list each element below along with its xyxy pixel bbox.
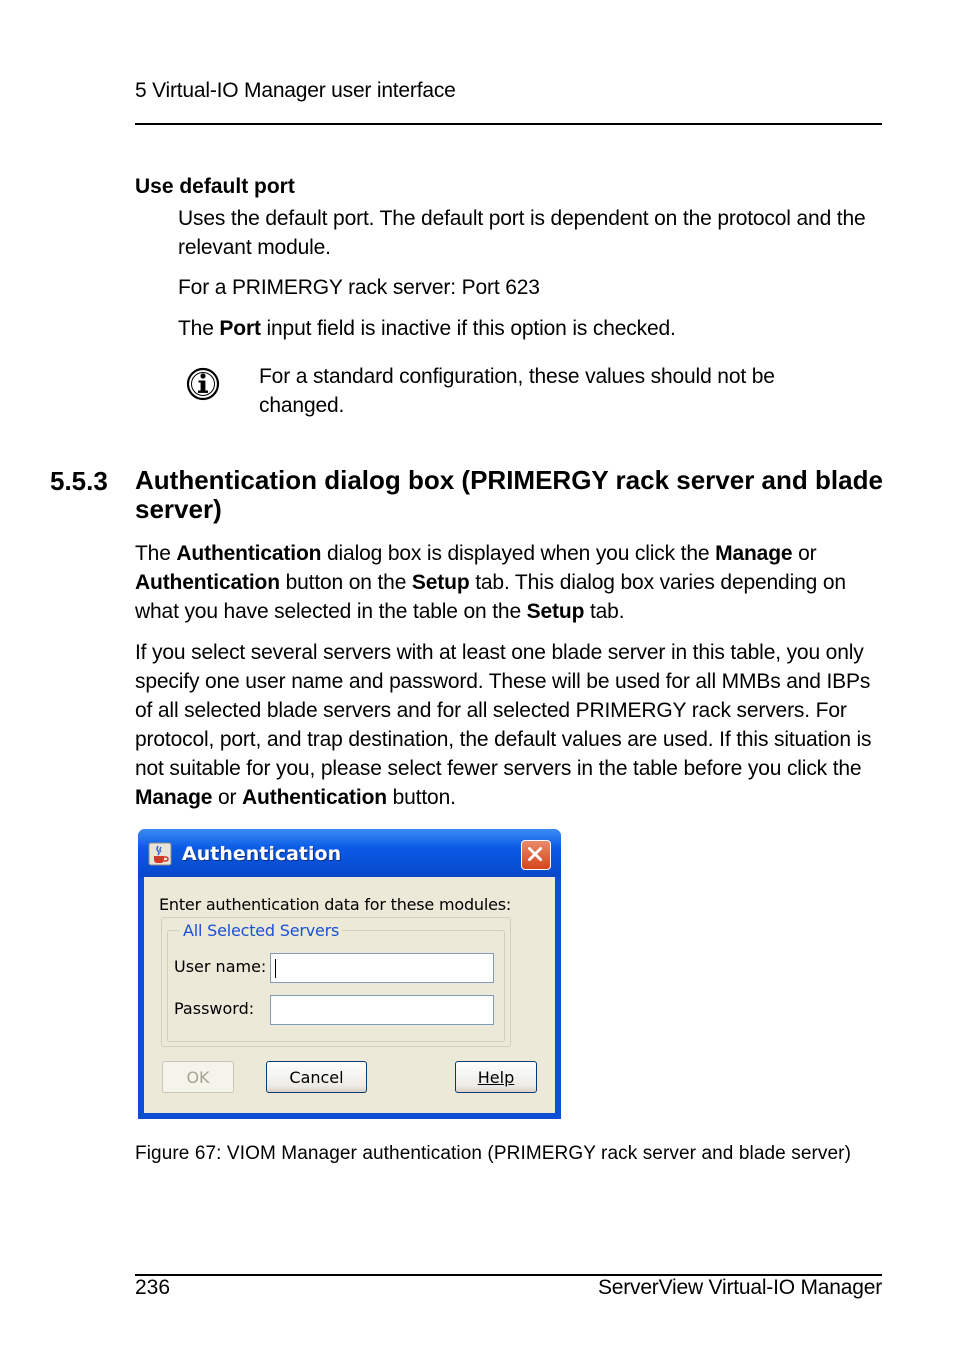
ok-button[interactable]: OK — [162, 1061, 234, 1093]
info-icon — [185, 366, 221, 402]
password-label: Password: — [174, 999, 255, 1018]
username-label: User name: — [174, 957, 267, 976]
dialog-body — [144, 877, 555, 1113]
paragraph-1: The Authentication dialog box is displayed when you click the Manage or Authentication button on the Setup tab. This dialog box varies depending on what you have selected in the table on the Setup tab. — [135, 542, 846, 623]
servers-group — [161, 917, 511, 1047]
password-input[interactable] — [270, 995, 494, 1025]
username-input[interactable] — [270, 953, 494, 983]
footer-product: ServerView Virtual-IO Manager — [597, 1276, 882, 1299]
header-rule — [135, 123, 882, 125]
page-number: 236 — [135, 1276, 171, 1299]
note-text: For a standard configuration, these values should not be changed. — [259, 365, 775, 417]
help-button[interactable]: Help — [455, 1061, 537, 1093]
group-label: All Selected Servers — [180, 921, 342, 940]
dialog-prompt: Enter authentication data for these modules: — [159, 895, 512, 914]
section-title: Authentication dialog box (PRIMERGY rack server and blade server) — [135, 465, 883, 524]
definition-paragraph-1: Uses the default port. The default port is dependent on the protocol and the relevant module. — [178, 207, 866, 259]
close-icon — [522, 841, 550, 869]
definition-paragraph-3: The Port input field is inactive if this option is checked. — [178, 317, 676, 340]
figure-caption: Figure 67: VIOM Manager authentication (PRIMERGY rack server and blade server) — [135, 1143, 852, 1164]
section-number: 5.5.3 — [50, 466, 108, 496]
java-cup-icon — [148, 842, 172, 866]
text-caret — [275, 959, 276, 978]
authentication-dialog — [138, 829, 561, 1119]
dialog-titlebar[interactable] — [138, 829, 561, 877]
servers-group-frame — [167, 921, 505, 1042]
definition-term: Use default port — [135, 175, 295, 198]
paragraph-2: If you select several servers with at least one blade server in this table, you only specify one user name and password. These will be used for all MMBs and IBPs of all selected blade servers and for all selected PRIMERGY rack servers. For protocol, port, and trap destination, the default values are used. If this situation is not suitable for you, please select fewer servers in the table before you click the Manage or Authentication button. — [135, 641, 872, 809]
running-header: 5 Virtual-IO Manager user interface — [135, 79, 456, 102]
cancel-button[interactable]: Cancel — [266, 1061, 367, 1093]
definition-paragraph-2: For a PRIMERGY rack server: Port 623 — [178, 276, 540, 299]
close-button[interactable] — [521, 840, 551, 870]
dialog-title: Authentication — [182, 843, 342, 865]
